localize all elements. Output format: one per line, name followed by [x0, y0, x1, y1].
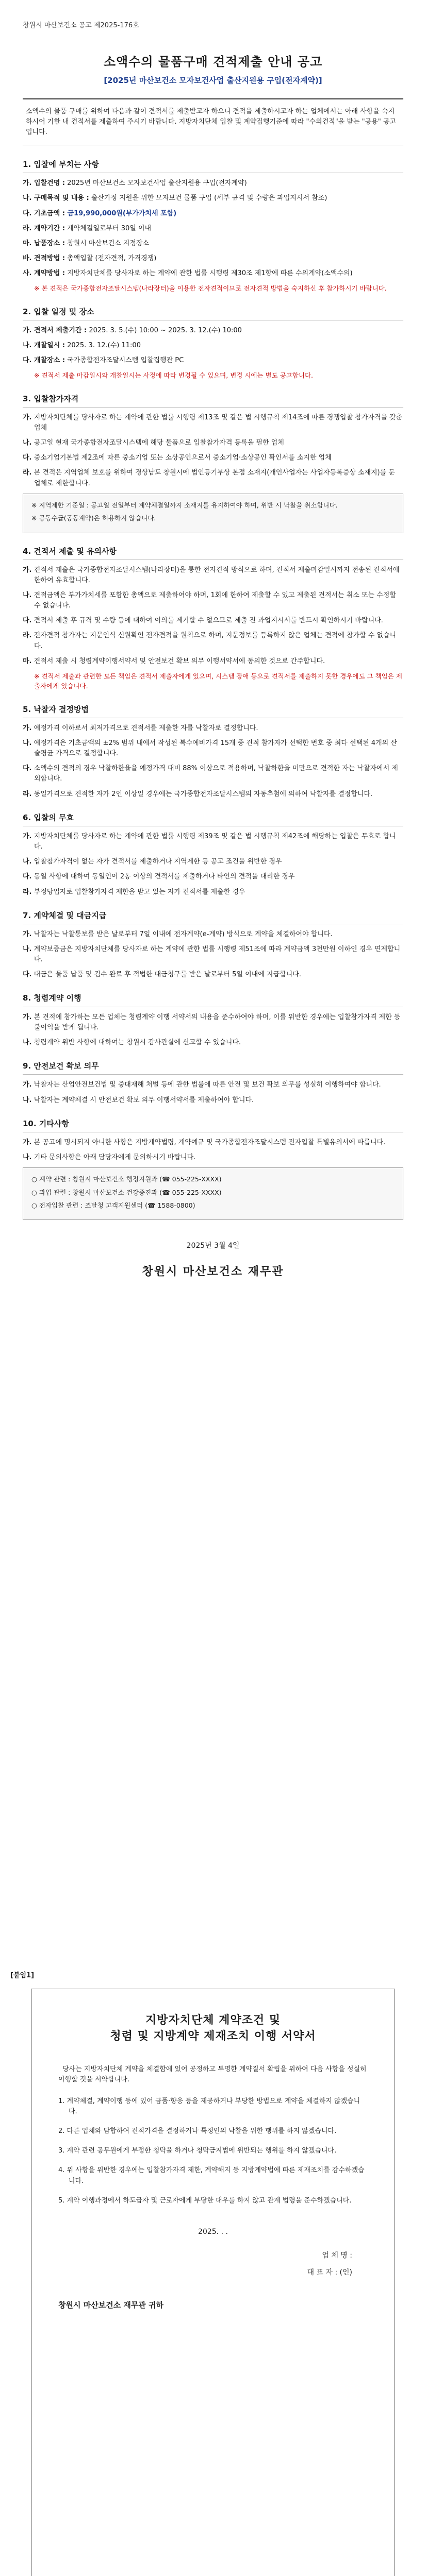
item-label: 나. — [23, 858, 32, 866]
item-text: 견적금액은 부가가치세를 포함한 총액으로 제출하여야 하며, 1회에 한하여 제출할 수 있고 제출된 견적서는 취소 또는 수정할 수 없습니다. — [31, 591, 396, 610]
item-text: 낙찰자는 계약체결 시 안전보건 확보 의무 이행서약서를 제출하여야 합니다. — [31, 1096, 254, 1104]
section-item — [23, 631, 403, 651]
lead-paragraph: 소액수의 물품 구매를 위하여 다음과 같이 견적서를 제출받고자 하오니 견적을 제출하시고자 하는 업체에서는 아래 사항을 숙지하시어 기한 내 견적서를 제출하여 주시기 바랍니다. 지방자치단체 입찰 및 계약집행기준에 따라 "수의견적"을 받는 "공용" 공고입니다. — [23, 98, 403, 145]
form-1-company: 업 체 명 : — [322, 2251, 352, 2260]
item-label: 바. 견적방법 : — [23, 254, 65, 262]
section-item — [23, 887, 403, 897]
section-item — [23, 565, 403, 586]
section-item — [23, 1038, 403, 1048]
section-item — [23, 239, 403, 249]
section-heading: 5. 낙찰자 결정방법 — [23, 704, 403, 718]
section-note: ※ 본 견적은 국가종합전자조달시스템(나라장터)을 이용한 전자견적이므로 전자견적 방법을 숙지하신 후 참가하시기 바랍니다. — [34, 284, 387, 293]
item-text: 소액수의 견적의 경우 낙찰하한율을 예정가격 대비 88% 이상으로 적용하며, 낙찰하한율 미만으로 견적한 자는 낙찰자에서 제외합니다. — [31, 765, 398, 783]
item-text: 청렴계약 위반 사항에 대하여는 창원시 감사관실에 신고할 수 있습니다. — [31, 1039, 241, 1047]
pledge-clause: 2. 다른 업체와 담합하여 견적가격을 결정하거나 특정인의 낙찰을 위한 행위를 하지 않겠습니다. — [58, 2127, 337, 2136]
section-item — [23, 1138, 403, 1148]
item-label: 가. — [23, 930, 32, 938]
item-label: 다. — [23, 873, 32, 881]
section-item — [23, 970, 403, 980]
section-item — [23, 1080, 403, 1090]
section-item — [23, 1153, 403, 1163]
info-box-line: ○ 전자입찰 관련 : 조달청 고객지원센터 (☎ 1588-0800) — [31, 1201, 195, 1209]
section-item — [23, 857, 403, 867]
form-1-title: 지방자치단체 계약조건 및 청렴 및 지방계약 제재조치 이행 서약서 — [110, 2014, 316, 2043]
item-label: 라. — [23, 888, 32, 896]
item-text: 예정가격 이하로서 최저가격으로 견적서를 제출한 자를 낙찰자로 결정합니다. — [31, 724, 258, 732]
item-label: 가. — [23, 832, 32, 840]
item-label: 가. — [23, 1013, 32, 1021]
notice-date: 2025년 3월 4일 — [186, 1242, 240, 1250]
item-text: 본 공고에 명시되지 아니한 사항은 지방계약법령, 계약예규 및 국가종합전자조달시스템 전자입찰 특별유의서에 따릅니다. — [31, 1138, 386, 1146]
issuing-organization: 창원시 마산보건소 재무관 — [142, 1265, 284, 1279]
form-1-date: 2025. . . — [198, 2227, 228, 2236]
item-text: 지방자치단체를 당사자로 하는 계약에 관한 법률 시행령 제13조 및 같은 법 시행규칙 제14조에 따른 경쟁입찰 참가자격을 갖춘 업체 — [31, 413, 403, 432]
section-item — [23, 355, 403, 366]
section-heading: 2. 입찰 일정 및 장소 — [23, 306, 403, 320]
item-text: 견적서 제출 후 규격 및 수량 등에 대하여 이의를 제기할 수 없으므로 제출 전 과업지시서를 반드시 확인하시기 바랍니다. — [31, 617, 383, 625]
section-item — [23, 872, 403, 882]
section-heading: 8. 청렴계약 이행 — [23, 992, 403, 1007]
item-text: 낙찰자는 산업안전보건법 및 중대재해 처벌 등에 관한 법률에 따른 안전 및 보건 확보 의무를 성실히 이행하여야 합니다. — [31, 1081, 381, 1089]
item-text: 2025년 마산보건소 모자보건사업 출산지원용 구입(전자계약) — [64, 179, 247, 188]
section-heading: 10. 기타사항 — [23, 1118, 403, 1132]
notice-section — [23, 546, 403, 691]
section-heading: 3. 입찰참가자격 — [23, 393, 403, 408]
item-text: 출산가정 지원을 위한 모자보건 물품 구입 (세부 규격 및 수량은 과업지시서 참조) — [89, 194, 327, 202]
item-label: 나. — [23, 1154, 32, 1162]
info-box-line: ※ 지역제한 기준일 : 공고일 전일부터 계약체결일까지 소재지를 유지하여야 하며, 위반 시 낙찰을 취소합니다. — [31, 501, 338, 509]
item-text: 견적서 제출 시 청렴계약이행서약서 및 안전보건 확보 의무 이행서약서에 동의한 것으로 간주합니다. — [31, 657, 325, 665]
title-block — [23, 53, 403, 87]
item-label: 라. — [23, 632, 32, 640]
section-item — [23, 590, 403, 611]
item-label: 사. 계약방법 : — [23, 269, 65, 278]
item-text: 지방자치단체를 당사자로 하는 계약에 관한 법률 시행령 제30조 제1항에 따른 수의계약(소액수의) — [64, 269, 353, 278]
section-item — [23, 789, 403, 800]
section-item — [23, 341, 403, 351]
notice-section — [23, 992, 403, 1048]
pledge-clause: 4. 위 사항을 위반한 경우에는 입찰참가자격 제한, 계약해지 등 지방계약법에 따른 제재조치를 감수하겠습니다. — [58, 2166, 365, 2185]
section-item — [23, 468, 403, 488]
document-number: 창원시 마산보건소 공고 제2025-176호 — [23, 22, 139, 29]
section-item — [23, 1095, 403, 1106]
info-box — [23, 494, 403, 533]
section-item — [23, 738, 403, 759]
notice-section — [23, 1118, 403, 1221]
page-subtitle: [2025년 마산보건소 모자보건사업 출산지원용 구입(전자계약)] — [104, 76, 322, 86]
section-item — [23, 929, 403, 940]
section-item — [23, 253, 403, 264]
item-text: 공고일 현재 국가종합전자조달시스템에 해당 물품으로 입찰참가자격 등록을 필한 업체 — [31, 439, 284, 447]
item-label: 다. 개찰장소 : — [23, 357, 65, 365]
section-item — [23, 193, 403, 204]
item-label: 가. — [23, 413, 32, 421]
item-text: 계약체결일로부터 30일 이내 — [64, 224, 152, 232]
item-text: 견적서 제출은 국가종합전자조달시스템(나라장터)을 통한 전자견적 방식으로 하며, 견적서 제출마감일시까지 전송된 견적서에 한하여 유효합니다. — [31, 566, 400, 584]
item-text: 계약보증금은 지방자치단체를 당사자로 하는 계약에 관한 법률 시행령 제51조에 따라 계약금액 3천만원 이하인 경우 면제합니다. — [31, 945, 401, 964]
section-item — [23, 224, 403, 234]
notice-section — [23, 910, 403, 980]
info-box-line: ○ 과업 관련 : 창원시 마산보건소 건강증진과 (☎ 055-225-XXXX) — [31, 1188, 222, 1196]
item-label: 가. 입찰건명 : — [23, 179, 65, 188]
item-label: 라. — [23, 469, 32, 477]
item-text: 2025. 3. 12.(수) 11:00 — [64, 342, 141, 349]
pledge-clause: 1. 계약체결, 계약이행 등에 있어 금품·향응 등을 제공하거나 부당한 방법으로 계약을 체결하지 않겠습니다. — [58, 2097, 361, 2116]
item-label: 다. — [23, 617, 32, 625]
item-label: 가. — [23, 566, 32, 574]
item-text: 전자견적 참가자는 지문인식 신원확인 전자견적을 원칙으로 하며, 지문정보를 등록하지 않은 업체는 견적에 참가할 수 없습니다. — [31, 632, 397, 650]
item-label: 가. 견적서 제출기간 : — [23, 326, 87, 334]
section-item — [23, 326, 403, 336]
pledge-clause: 5. 계약 이행과정에서 하도급자 및 근로자에게 부당한 대우를 하지 않고 관계 법령을 준수하겠습니다. — [58, 2196, 352, 2205]
item-text: 동일가격으로 견적한 자가 2인 이상일 경우에는 국가종합전자조달시스템의 자동추첨에 의하여 낙찰자를 결정합니다. — [31, 790, 373, 798]
info-box-line: ※ 공동수급(공동계약)은 허용하지 않습니다. — [31, 514, 156, 522]
item-text: 대금은 물품 납품 및 검수 완료 후 적법한 대금청구를 받은 날로부터 5일 이내에 지급합니다. — [31, 971, 301, 979]
section-item — [23, 656, 403, 667]
pledge-clause: 3. 계약 관련 공무원에게 부정한 청탁을 하거나 청탁금지법에 위반되는 행위를 하지 않겠습니다. — [58, 2147, 337, 2155]
notice-section — [23, 812, 403, 897]
section-item — [23, 764, 403, 784]
form-1-recipient: 창원시 마산보건소 재무관 귀하 — [58, 2300, 164, 2310]
notice-section — [23, 306, 403, 381]
signature-block — [23, 1241, 403, 1281]
item-text: 지방자치단체를 당사자로 하는 계약에 관한 법률 시행령 제39조 및 같은 법 시행규칙 제42조에 해당하는 입찰은 무효로 합니다. — [31, 832, 396, 851]
section-note: ※ 견적서 제출과 관련한 모든 책임은 견적서 제출자에게 있으며, 시스템 장애 등으로 견적서를 제출하지 못한 경우에도 그 책임은 제출자에게 있습니다. — [34, 672, 402, 690]
item-label: 나. 구매목적 및 내용 : — [23, 194, 89, 202]
notice-section — [23, 1060, 403, 1106]
item-label: 나. — [23, 945, 32, 954]
section-heading: 1. 입찰에 부치는 사항 — [23, 159, 403, 173]
item-label: 다. 기초금액 : — [23, 209, 65, 217]
section-note: ※ 견적서 제출 마감일시와 개찰일시는 사정에 따라 변경될 수 있으며, 변경 시에는 별도 공고합니다. — [34, 371, 314, 380]
item-label: 라. 계약기간 : — [23, 224, 65, 232]
info-box-line: ○ 계약 관련 : 창원시 마산보건소 행정지원과 (☎ 055-225-XXXX) — [31, 1175, 222, 1183]
item-text: 중소기업기본법 제2조에 따른 중소기업 또는 소상공인으로서 중소기업·소상공인 확인서를 소지한 업체 — [31, 454, 332, 462]
item-label: 가. — [23, 1138, 32, 1146]
notice-section — [23, 704, 403, 800]
item-label: 나. — [23, 591, 32, 600]
item-text: 국가종합전자조달시스템 입찰집행관 PC — [64, 357, 184, 365]
item-label: 라. — [23, 790, 32, 798]
section-item — [23, 944, 403, 965]
section-item — [23, 616, 403, 626]
item-text: 본 견적은 지역업체 보호를 위하여 경상남도 창원시에 법인등기부상 본점 소재지(개인사업자는 사업자등록증상 소재지)를 둔 업체로 제한합니다. — [31, 469, 395, 487]
item-label: 가. — [23, 724, 32, 732]
item-text: 금19,990,000원(부가가치세 포함) — [64, 209, 177, 217]
section-item — [23, 413, 403, 433]
integrity-pledge-form — [31, 1989, 395, 2576]
item-text: 본 견적에 참가하는 모든 업체는 청렴계약 이행 서약서의 내용을 준수하여야 하며, 이를 위반한 경우에는 입찰참가자격 제한 등 불이익을 받게 됩니다. — [31, 1013, 401, 1031]
section-heading: 9. 안전보건 확보 의무 — [23, 1060, 403, 1075]
section-item — [23, 438, 403, 448]
item-text: 낙찰자는 낙찰통보를 받은 날로부터 7일 이내에 전자계약(e-계약) 방식으로 계약을 체결하여야 합니다. — [31, 930, 333, 938]
section-heading: 6. 입찰의 무효 — [23, 812, 403, 826]
section-heading: 4. 견적서 제출 및 유의사항 — [23, 546, 403, 560]
page-title: 소액수의 물품구매 견적제출 안내 공고 — [103, 55, 323, 70]
notice-sections — [23, 159, 403, 1220]
item-label: 나. — [23, 1039, 32, 1047]
item-label: 나. 개찰일시 : — [23, 342, 65, 349]
item-label: 나. — [23, 739, 32, 748]
section-item — [23, 209, 403, 219]
item-label: 마. — [23, 657, 32, 665]
item-label: 다. — [23, 971, 32, 979]
item-text: 기타 문의사항은 아래 담당자에게 문의하시기 바랍니다. — [31, 1154, 196, 1162]
item-label: 마. 납품장소 : — [23, 239, 65, 247]
notice-section — [23, 159, 403, 294]
item-label: 가. — [23, 1081, 32, 1089]
notice-section — [23, 393, 403, 533]
item-text: 창원시 마산보건소 지정장소 — [64, 239, 150, 247]
item-label: 나. — [23, 1096, 32, 1104]
item-text: 동일 사항에 대하여 동일인이 2통 이상의 견적서를 제출하거나 타인의 견적을 대리한 경우 — [31, 873, 295, 881]
section-item — [23, 1012, 403, 1033]
item-text: 입찰참가자격이 없는 자가 견적서를 제출하거나 지역제한 등 공고 조건을 위반한 경우 — [31, 858, 282, 866]
attachment-1-label: [붙임1] — [10, 1972, 35, 1979]
item-label: 다. — [23, 765, 32, 773]
item-label: 나. — [23, 439, 32, 447]
item-text: 예정가격은 기초금액의 ±2% 범위 내에서 작성된 복수예비가격 15개 중 견적 참가자가 선택한 번호 중 최다 선택된 4개의 산술평균 가격으로 결정합니다. — [31, 739, 397, 758]
item-text: 부정당업자로 입찰참가자격 제한을 받고 있는 자가 견적서를 제출한 경우 — [31, 888, 245, 896]
info-box — [23, 1167, 403, 1220]
form-1-representative: 대 표 자 : (인) — [307, 2268, 352, 2277]
form-1-intro: 당사는 지방자치단체 계약을 체결함에 있어 공정하고 투명한 계약질서 확립을 위하여 다음 사항을 성실히 이행할 것을 서약합니다. — [58, 2065, 367, 2083]
section-item — [23, 453, 403, 463]
section-item — [23, 178, 403, 189]
item-label: 다. — [23, 454, 32, 462]
item-text: 2025. 3. 5.(수) 10:00 ~ 2025. 3. 12.(수) 10:00 — [87, 326, 242, 334]
item-text: 총액입찰 (전자견적, 가격경쟁) — [64, 254, 157, 262]
section-item — [23, 723, 403, 734]
section-heading: 7. 계약체결 및 대금지급 — [23, 910, 403, 924]
form-1-clauses — [58, 2096, 368, 2206]
section-item — [23, 832, 403, 852]
section-item — [23, 268, 403, 279]
